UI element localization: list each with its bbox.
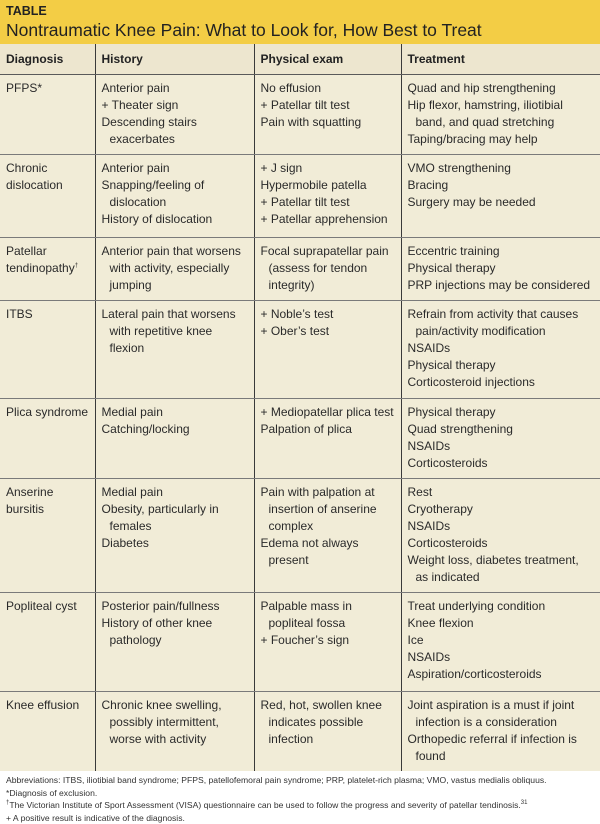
history-item: Anterior pain — [102, 80, 248, 97]
diagnosis-text: Knee effusion — [6, 698, 79, 712]
cell-history — [95, 692, 254, 772]
table-row — [0, 75, 600, 155]
header-diagnosis: Diagnosis — [0, 44, 95, 75]
history-item: Posterior pain/fullness — [102, 598, 248, 615]
exam-item: + Ober’s test — [261, 323, 395, 340]
treatment-item: Physical therapy — [408, 357, 595, 374]
exam-item: + Mediopatellar plica test — [261, 404, 395, 421]
treatment-item: Quad strengthening — [408, 421, 595, 438]
knee-pain-table — [0, 44, 600, 771]
treatment-item: Ice — [408, 632, 595, 649]
footnote-abbreviations: Abbreviations: ITBS, iliotibial band syndrome; PFPS, patellofemoral pain syndrome; PRP, platelet-rich plasma; VMO, vastus medialis obliquus. — [6, 775, 594, 787]
cell-treatment — [401, 301, 600, 399]
treatment-item: NSAIDs — [408, 438, 595, 455]
exam-item: Pain with squatting — [261, 114, 395, 131]
treatment-item: Orthopedic referral if infection is found — [408, 731, 595, 765]
treatment-item: Surgery may be needed — [408, 194, 595, 211]
history-item: History of other knee pathology — [102, 615, 248, 649]
table-row — [0, 155, 600, 238]
history-item: Snapping/feeling of dislocation — [102, 177, 248, 211]
cell-physical-exam — [254, 692, 401, 772]
treatment-item: Refrain from activity that causes pain/activity modification — [408, 306, 595, 340]
cell-history — [95, 399, 254, 479]
footnote-dagger-text: The Victorian Institute of Sport Assessment (VISA) questionnaire can be used to follow the progress and severity of patellar tendinosis. — [9, 800, 520, 810]
treatment-item: Corticosteroids — [408, 535, 595, 552]
cell-history — [95, 301, 254, 399]
cell-history — [95, 593, 254, 692]
table-row — [0, 238, 600, 301]
history-item: Obesity, particularly in females — [102, 501, 248, 535]
diagnosis-text: Popliteal cyst — [6, 599, 77, 613]
cell-physical-exam — [254, 155, 401, 238]
history-item: Chronic knee swelling, possibly intermittent, worse with activity — [102, 697, 248, 748]
cell-treatment — [401, 75, 600, 155]
treatment-item: Hip flexor, hamstring, iliotibial band, and quad stretching — [408, 97, 595, 131]
history-item: Anterior pain that worsens with activity, especially jumping — [102, 243, 248, 294]
treatment-item: Aspiration/corticosteroids — [408, 666, 595, 683]
history-item: History of dislocation — [102, 211, 248, 228]
cell-treatment — [401, 593, 600, 692]
cell-treatment — [401, 692, 600, 772]
treatment-item: Eccentric training — [408, 243, 595, 260]
cell-physical-exam — [254, 238, 401, 301]
cell-treatment — [401, 155, 600, 238]
treatment-item: Corticosteroid injections — [408, 374, 595, 391]
cell-treatment — [401, 238, 600, 301]
reference-number: 31 — [521, 800, 528, 806]
treatment-item: Knee flexion — [408, 615, 595, 632]
cell-history — [95, 479, 254, 593]
exam-item: Palpable mass in popliteal fossa — [261, 598, 395, 632]
cell-physical-exam — [254, 479, 401, 593]
exam-item: + Noble’s test — [261, 306, 395, 323]
diagnosis-text: Chronic dislocation — [6, 161, 63, 192]
exam-item: Red, hot, swollen knee indicates possible infection — [261, 697, 395, 748]
treatment-item: NSAIDs — [408, 649, 595, 666]
table-label: TABLE — [6, 4, 594, 19]
exam-item: + J sign — [261, 160, 395, 177]
cell-diagnosis — [0, 155, 95, 238]
treatment-item: Rest — [408, 484, 595, 501]
header-physical-exam: Physical exam — [254, 44, 401, 75]
history-item: Catching/locking — [102, 421, 248, 438]
cell-treatment — [401, 399, 600, 479]
treatment-item: Joint aspiration is a must if joint infection is a consideration — [408, 697, 595, 731]
treatment-item: Weight loss, diabetes treatment, as indicated — [408, 552, 595, 586]
cell-history — [95, 155, 254, 238]
treatment-item: VMO strengthening — [408, 160, 595, 177]
treatment-item: NSAIDs — [408, 518, 595, 535]
footnote-dagger — [6, 800, 594, 812]
diagnosis-text: PFPS* — [6, 81, 42, 95]
footnotes — [0, 771, 600, 824]
cell-history — [95, 238, 254, 301]
diagnosis-text: ITBS — [6, 307, 33, 321]
dagger-mark: † — [75, 263, 78, 269]
cell-diagnosis — [0, 238, 95, 301]
treatment-item: PRP injections may be considered — [408, 277, 595, 294]
treatment-item: Physical therapy — [408, 260, 595, 277]
exam-item: Edema not always present — [261, 535, 395, 569]
history-item: Lateral pain that worsens with repetitive knee flexion — [102, 306, 248, 357]
cell-physical-exam — [254, 75, 401, 155]
cell-diagnosis — [0, 75, 95, 155]
treatment-item: Treat underlying condition — [408, 598, 595, 615]
diagnosis-text: Patellar tendinopathy — [6, 244, 75, 275]
exam-item: Hypermobile patella — [261, 177, 395, 194]
history-item: + Theater sign — [102, 97, 248, 114]
exam-item: + Foucher’s sign — [261, 632, 395, 649]
history-item: Medial pain — [102, 404, 248, 421]
exam-item: Focal suprapatellar pain (assess for tendon integrity) — [261, 243, 395, 294]
history-item: Medial pain — [102, 484, 248, 501]
exam-item: + Patellar tilt test — [261, 194, 395, 211]
table-row — [0, 399, 600, 479]
diagnosis-text: Plica syndrome — [6, 405, 88, 419]
exam-item: Palpation of plica — [261, 421, 395, 438]
treatment-item: Quad and hip strengthening — [408, 80, 595, 97]
table-row — [0, 593, 600, 692]
cell-physical-exam — [254, 301, 401, 399]
table-row — [0, 692, 600, 772]
table-row — [0, 479, 600, 593]
table-title: Nontraumatic Knee Pain: What to Look for, How Best to Treat — [6, 19, 594, 41]
cell-diagnosis — [0, 399, 95, 479]
cell-treatment — [401, 479, 600, 593]
cell-diagnosis — [0, 301, 95, 399]
cell-history — [95, 75, 254, 155]
treatment-item: NSAIDs — [408, 340, 595, 357]
treatment-item: Bracing — [408, 177, 595, 194]
cell-physical-exam — [254, 399, 401, 479]
header-row — [0, 44, 600, 75]
history-item: Descending stairs exacerbates — [102, 114, 248, 148]
dagger-mark: † — [6, 800, 9, 806]
cell-physical-exam — [254, 593, 401, 692]
table-row — [0, 301, 600, 399]
cell-diagnosis — [0, 593, 95, 692]
header-treatment: Treatment — [401, 44, 600, 75]
treatment-item: Corticosteroids — [408, 455, 595, 472]
footnote-plus: + A positive result is indicative of the diagnosis. — [6, 813, 594, 824]
cell-diagnosis — [0, 479, 95, 593]
cell-diagnosis — [0, 692, 95, 772]
exam-item: + Patellar tilt test — [261, 97, 395, 114]
history-item: Diabetes — [102, 535, 248, 552]
table-title-bar — [0, 0, 600, 44]
footnote-asterisk: *Diagnosis of exclusion. — [6, 788, 594, 800]
exam-item: + Patellar apprehension — [261, 211, 395, 228]
history-item: Anterior pain — [102, 160, 248, 177]
treatment-item: Physical therapy — [408, 404, 595, 421]
exam-item: No effusion — [261, 80, 395, 97]
diagnosis-text: Anserine bursitis — [6, 485, 53, 516]
treatment-item: Taping/bracing may help — [408, 131, 595, 148]
treatment-item: Cryotherapy — [408, 501, 595, 518]
exam-item: Pain with palpation at insertion of anserine complex — [261, 484, 395, 535]
header-history: History — [95, 44, 254, 75]
